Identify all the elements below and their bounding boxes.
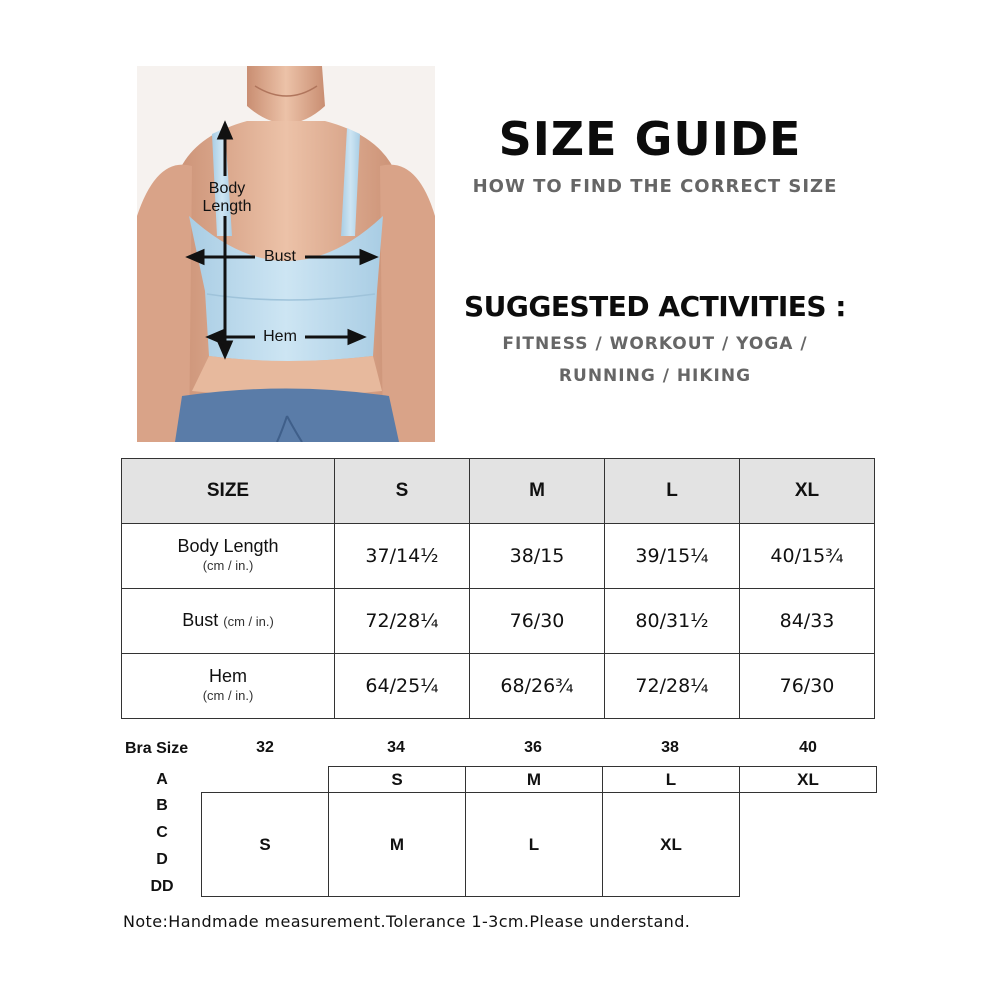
size-table-header-row — [122, 459, 875, 524]
band-36: 36 — [524, 739, 542, 756]
header-cell-l: L — [605, 459, 740, 524]
table-cell: 39/15¼ — [605, 524, 740, 589]
bra-size-label: Bra Size — [125, 740, 189, 757]
size-table — [121, 458, 875, 719]
table-cell: 72/28¼ — [335, 589, 470, 654]
table-cell: 68/26¾ — [470, 654, 605, 719]
cup-c: C — [156, 824, 168, 841]
page-title: SIZE GUIDE — [498, 112, 802, 166]
a-cup-size-s: S — [328, 766, 466, 793]
page-subtitle: HOW TO FIND THE CORRECT SIZE — [472, 176, 838, 197]
row-label-unit: (cm / in.) — [202, 688, 254, 703]
bcd-cup-size-l: L — [465, 792, 603, 897]
row-label-body-length — [122, 524, 335, 589]
a-cup-size-xl: XL — [739, 766, 877, 793]
activities-line-1: FITNESS / WORKOUT / YOGA / — [502, 334, 808, 354]
table-cell: 72/28¼ — [605, 654, 740, 719]
measurement-note: Note:Handmade measurement.Tolerance 1-3cm.Please understand. — [123, 912, 691, 931]
table-cell: 76/30 — [740, 654, 875, 719]
cup-b: B — [156, 797, 168, 814]
header-cell-s: S — [335, 459, 470, 524]
body-length-label-line1: Body — [208, 180, 246, 197]
table-row — [122, 524, 875, 589]
body-length-label-line2: Length — [202, 198, 252, 215]
cup-a: A — [156, 771, 168, 788]
header-cell-m: M — [470, 459, 605, 524]
cup-d: D — [156, 851, 168, 868]
bcd-cup-size-xl: XL — [602, 792, 740, 897]
band-40: 40 — [799, 739, 817, 756]
bcd-cup-size-m: M — [328, 792, 466, 897]
row-label-text: Hem — [208, 666, 247, 686]
row-label-unit: (cm / in.) — [223, 614, 274, 629]
hem-label: Hem — [263, 328, 297, 345]
row-label-unit: (cm / in.) — [202, 558, 254, 573]
header-cell-xl: XL — [740, 459, 875, 524]
table-cell: 38/15 — [470, 524, 605, 589]
a-cup-size-m: M — [465, 766, 603, 793]
row-label-text: Body Length — [177, 536, 279, 556]
activities-line-2: RUNNING / HIKING — [558, 366, 752, 386]
table-cell: 84/33 — [740, 589, 875, 654]
table-cell: 64/25¼ — [335, 654, 470, 719]
table-cell: 40/15¾ — [740, 524, 875, 589]
table-cell: 80/31½ — [605, 589, 740, 654]
cup-dd: DD — [150, 878, 174, 895]
bcd-cup-size-s: S — [201, 792, 329, 897]
band-34: 34 — [387, 739, 405, 756]
row-label-text: Bust — [182, 610, 219, 630]
band-32: 32 — [256, 739, 274, 756]
band-38: 38 — [661, 739, 679, 756]
table-cell: 37/14½ — [335, 524, 470, 589]
table-row — [122, 589, 875, 654]
product-photo — [137, 66, 435, 442]
header-cell-size: SIZE — [122, 459, 335, 524]
row-label-bust — [122, 589, 335, 654]
table-row — [122, 654, 875, 719]
table-cell: 76/30 — [470, 589, 605, 654]
row-label-hem — [122, 654, 335, 719]
activities-title: SUGGESTED ACTIVITIES : — [464, 290, 846, 323]
a-cup-size-l: L — [602, 766, 740, 793]
bust-label: Bust — [263, 248, 296, 265]
